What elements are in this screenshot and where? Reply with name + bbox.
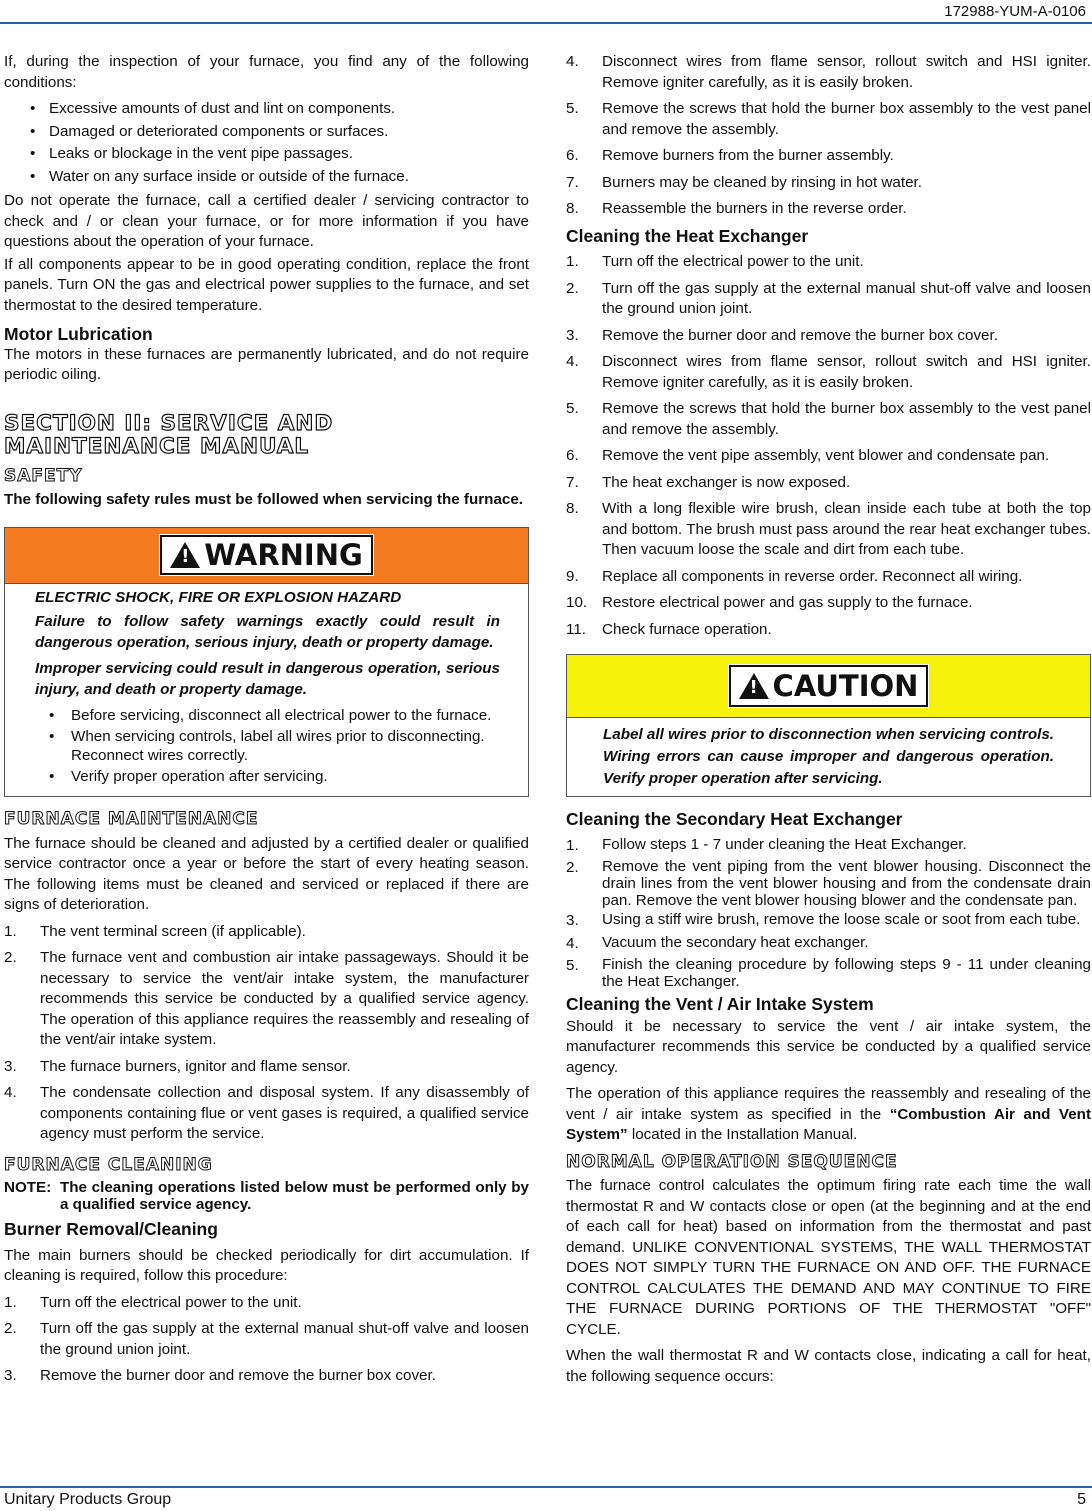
vent-heading: Cleaning the Vent / Air Intake System <box>566 994 874 1014</box>
warning-hazard: ELECTRIC SHOCK, FIRE OR EXPLOSION HAZARD <box>35 588 402 606</box>
vent-paragraph: The operation of this appliance requires the reassembly and resealing of the vent / air intake system as specified in the “Combustion Air and Vent System” located in the Installation Manual. <box>566 1085 1091 1143</box>
caution-box <box>566 654 1091 797</box>
list-item: 1. Follow steps 1 - 7 under cleaning the Heat Exchanger. <box>566 835 967 854</box>
list-item: 1. Turn off the electrical power to the unit. <box>4 1293 302 1311</box>
list-item: 3. Remove the burner door and remove the burner box cover. <box>566 326 998 344</box>
caution-body <box>567 718 1090 796</box>
motor-lubrication-text: The motors in these furnaces are permanently lubricated, and do not require periodic oiling. <box>4 345 529 383</box>
list-item: 4. Disconnect wires from flame sensor, rollout switch and HSI igniter. Remove igniter carefully, as it is easily broken. <box>566 353 1091 391</box>
warning-paragraph: Improper servicing could result in dangerous operation, serious injury, and death or property damage. <box>35 660 500 698</box>
note <box>4 1179 529 1213</box>
list-item: • Damaged or deteriorated components or surfaces. <box>4 122 529 143</box>
note-label: NOTE: <box>4 1179 52 1196</box>
secondary-heat-exchanger-steps <box>566 836 1091 991</box>
burner-steps <box>4 1293 529 1387</box>
footer <box>4 1490 1086 1511</box>
warning-label: WARNING <box>204 537 363 572</box>
heat-exchanger-heading: Cleaning the Heat Exchanger <box>566 225 809 246</box>
list-item: 7. Burners may be cleaned by rinsing in hot water. <box>566 173 922 191</box>
list-item: • Leaks or blockage in the vent pipe passages. <box>4 144 529 165</box>
warning-header <box>5 528 528 584</box>
list-item: 4. Disconnect wires from flame sensor, rollout switch and HSI igniter. Remove igniter carefully, as it is easily broken. <box>566 53 1091 91</box>
list-item: 3. Using a stiff wire brush, remove the loose scale or soot from each tube. <box>566 911 1081 929</box>
intro-paragraph: If, during the inspection of your furnace, you find any of the following conditions: <box>4 53 529 91</box>
normal-operation-heading: NORMAL OPERATION SEQUENCE <box>566 1151 898 1172</box>
list-item: 8. With a long flexible wire brush, clean inside each tube at both the top and bottom. The brush must pass around the rear heat exchanger tubes. Then vacuum loose the scale and dirt from each tube. <box>566 500 1091 558</box>
list-item: • Before servicing, disconnect all electrical power to the furnace. <box>35 706 500 725</box>
list-item: 9. Replace all components in reverse order. Reconnect all wiring. <box>566 567 1023 585</box>
vent-reference: “Combustion Air and Vent System” <box>566 1105 1091 1143</box>
safety-text: The following safety rules must be followed when servicing the furnace. <box>4 491 524 508</box>
warning-paragraph: Failure to follow safety warnings exactly could result in dangerous operation, serious injury, death or property damage. <box>35 613 500 651</box>
list-item: 5. Finish the cleaning procedure by following steps 9 - 11 under cleaning the Heat Exchanger. <box>566 956 1091 990</box>
list-item: 10. Restore electrical power and gas supply to the furnace. <box>566 594 973 611</box>
warning-body <box>5 584 528 797</box>
conditions-list <box>4 99 529 187</box>
note-text: The cleaning operations listed below must be performed only by a qualified service agency. <box>60 1179 529 1213</box>
list-item: 7. The heat exchanger is now exposed. <box>566 473 851 491</box>
maintenance-text: The furnace should be cleaned and adjusted by a certified dealer or qualified service contractor once a year or before the start of every heating season. The following items must be cleaned and serviced or replaced if there are signs of deterioration. <box>4 834 529 913</box>
list-item: 2. The furnace vent and combustion air intake passageways. Should it be necessary to service the vent/air intake system, the manufacturer recommends this service be conducted by a qualified service agency. The operation of this appliance requires the reassembly and resealing of the vent/air intake system. <box>4 949 529 1048</box>
footer-rule <box>0 1486 1092 1488</box>
caution-sign <box>729 665 929 707</box>
list-item: 1. The vent terminal screen (if applicable). <box>4 922 306 940</box>
list-item: • Excessive amounts of dust and lint on components. <box>4 99 529 120</box>
list-item: 11. Check furnace operation. <box>566 620 772 638</box>
list-item: 6. Remove burners from the burner assembly. <box>566 147 894 164</box>
document-id: 172988-YUM-A-0106 <box>944 3 1086 20</box>
list-item: • Water on any surface inside or outside of the furnace. <box>4 167 529 188</box>
heat-exchanger-steps <box>566 252 1091 640</box>
left-column <box>4 52 529 1393</box>
list-item: 4. The condensate collection and disposal system. If any disassembly of components containing flue or vent gases is required, a qualified service agency must perform the service. <box>4 1084 529 1142</box>
normal-operation-paragraph: The furnace control calculates the optimum firing rate each time the wall thermostat R and W contacts close or open (at the beginning and at the end of each call for heat) based on information from the thermostat and past demand. UNLIKE CONVENTIONAL SYSTEMS, THE WALL THERMOSTAT DOES NOT SIMPLY TURN THE FURNACE ON AND OFF. THE FURNACE CONTROL CALCULATES THE DEMAND AND MAY CONTINUE TO FIRE THE FURNACE DURING PORTIONS OF THE THERMOSTAT "OFF" CYCLE. <box>566 1177 1091 1338</box>
burner-steps-continued <box>566 52 1091 220</box>
maintenance-list <box>4 922 529 1145</box>
list-item: 3. The furnace burners, ignitor and flame sensor. <box>4 1057 351 1075</box>
list-item: 2. Turn off the gas supply at the external manual shut-off valve and loosen the ground union joint. <box>4 1320 529 1358</box>
list-item: 3. Remove the burner door and remove the burner box cover. <box>4 1367 436 1384</box>
caution-header <box>567 655 1090 718</box>
warning-sign <box>160 535 373 575</box>
list-item: • Verify proper operation after servicing. <box>35 767 500 786</box>
header-rule <box>0 22 1092 24</box>
list-item: 5. Remove the screws that hold the burner box assembly to the vest panel and remove the assembly. <box>566 400 1091 438</box>
list-item: 2. Turn off the gas supply at the external manual shut-off valve and loosen the ground union joint. <box>566 279 1091 317</box>
warning-triangle-icon <box>170 542 200 568</box>
warning-list <box>35 706 500 786</box>
burner-heading: Burner Removal/Cleaning <box>4 1219 218 1239</box>
dealer-paragraph: Do not operate the furnace, call a certified dealer / servicing contractor to check and / or clean your furnace, or for more information if you have questions about the operation of your furnace. <box>4 192 529 250</box>
secondary-heat-exchanger-heading: Cleaning the Secondary Heat Exchanger <box>566 809 903 829</box>
cleaning-heading: FURNACE CLEANING <box>4 1154 213 1175</box>
right-column <box>566 52 1091 1393</box>
normal-operation-paragraph: When the wall thermostat R and W contacts close, indicating a call for heat, the following sequence occurs: <box>566 1347 1091 1385</box>
list-item: 4. Vacuum the secondary heat exchanger. <box>566 933 869 952</box>
page-number: 5 <box>1077 1491 1086 1508</box>
warning-box <box>4 527 529 798</box>
list-item: 5. Remove the screws that hold the burner box assembly to the vest panel and remove the assembly. <box>566 100 1091 138</box>
good-condition-paragraph: If all components appear to be in good operating condition, replace the front panels. Turn ON the gas and electrical power supplies to the furnace, and set thermostat to the desired temperature. <box>4 255 529 314</box>
list-item: 2. Remove the vent piping from the vent blower housing. Disconnect the drain lines from the vent blower housing and from the condensate drain pan. Remove the vent blower housing blower and the condensate pan. <box>566 858 1091 909</box>
caution-text: Label all wires prior to disconnection when servicing controls. Wiring errors can cause improper and dangerous operation. Verify proper operation after servicing. <box>603 726 1054 787</box>
motor-lubrication-heading: Motor Lubrication <box>4 324 153 344</box>
list-item: 8. Reassemble the burners in the reverse order. <box>566 200 907 217</box>
maintenance-heading: FURNACE MAINTENANCE <box>4 809 259 829</box>
vent-paragraph: Should it be necessary to service the vent / air intake system, the manufacturer recommends this service be conducted by a qualified service agency. <box>566 1017 1091 1076</box>
list-item: 6. Remove the vent pipe assembly, vent blower and condensate pan. <box>566 447 1050 464</box>
list-item: • When servicing controls, label all wires prior to disconnecting. Reconnect wires correctly. <box>35 727 500 765</box>
caution-triangle-icon <box>739 673 769 699</box>
caution-label: CAUTION <box>772 668 919 703</box>
footer-company: Unitary Products Group <box>4 1491 172 1508</box>
safety-heading: SAFETY <box>4 465 83 486</box>
burner-text: The main burners should be checked periodically for dirt accumulation. If cleaning is required, follow this procedure: <box>4 1246 529 1284</box>
section-title: SECTION II: SERVICE AND MAINTENANCE MANUAL <box>4 410 334 459</box>
list-item: 1. Turn off the electrical power to the unit. <box>566 253 864 270</box>
